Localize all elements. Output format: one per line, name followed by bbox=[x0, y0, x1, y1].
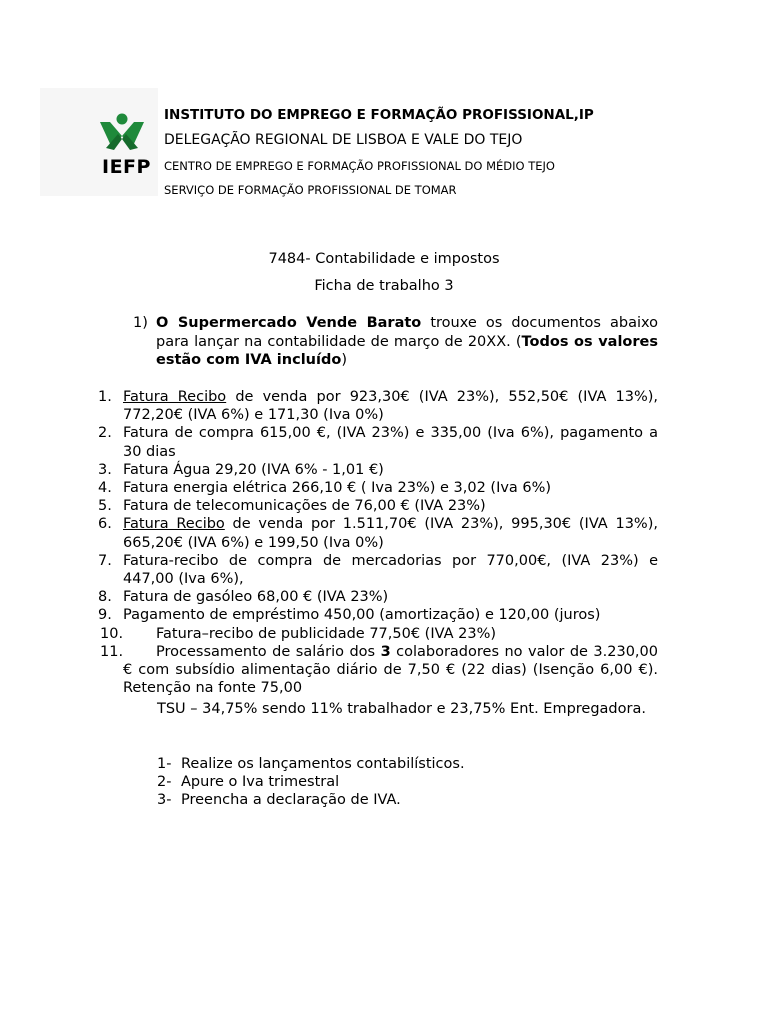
iefp-logo-icon bbox=[96, 112, 148, 152]
list-item: 7. Fatura-recibo de compra de mercadorias por 770,00€, (IVA 23%) e 447,00 (Iva 6%), bbox=[98, 552, 658, 588]
list-item: 2. Fatura de compra 615,00 €, (IVA 23%) e 335,00 (Iva 6%), pagamento a 30 dias bbox=[98, 425, 658, 460]
list-item: 6. Fatura Recibo de venda por 1.511,70€ (IVA 23%), 995,30€ (IVA 13%), 665,20€ (IVA 6%) e 199,50 (Iva 0%) bbox=[98, 516, 658, 551]
employment-center: CENTRO DE EMPREGO E FORMAÇÃO PROFISSIONAL DO MÉDIO TEJO bbox=[164, 159, 555, 173]
task-item: 3- Preencha a declaração de IVA. bbox=[157, 792, 401, 809]
list-item: 8. Fatura de gasóleo 68,00 € (IVA 23%) bbox=[98, 589, 389, 606]
list-item: 5. Fatura de telecomunicações de 76,00 € (IVA 23%) bbox=[98, 498, 486, 515]
vat-note: Todos os valores estão com IVA incluído bbox=[156, 333, 658, 368]
tsu-note: TSU – 34,75% sendo 11% trabalhador e 23,75% Ent. Empregadora. bbox=[157, 701, 646, 717]
list-item: 11. Processamento de salário dos 3 colaboradores no valor de 3.230,00 € com subsídio alimentação diário de 7,50 € (22 dias) (Isenção 6,00 €). Retenção na fonte 75,00 bbox=[100, 643, 658, 697]
list-item: 1. Fatura Recibo de venda por 923,30€ (IVA 23%), 552,50€ (IVA 13%), 772,20€ (IVA 6%) e 171,30 (Iva 0%) bbox=[98, 389, 658, 424]
document-list bbox=[98, 388, 658, 697]
company-name: O Supermercado Vende Barato bbox=[156, 315, 422, 331]
exercise-text: trouxe os documentos abaixo para lançar na contabilidade de março de 20XX. ( bbox=[156, 315, 658, 350]
list-item: 3. Fatura Água 29,20 (IVA 6% - 1,01 €) bbox=[98, 461, 384, 478]
exercise-statement: 1) O Supermercado Vende Barato trouxe os documentos abaixo para lançar na contabilidade de março de 20XX. (Todos os valores estão com IVA incluído) bbox=[133, 315, 658, 368]
logo-text: IEFP bbox=[102, 156, 151, 178]
task-item: 2- Apure o Iva trimestral bbox=[157, 774, 340, 791]
list-item: 9. Pagamento de empréstimo 450,00 (amortização) e 120,00 (juros) bbox=[98, 607, 601, 624]
worksheet-title: Ficha de trabalho 3 bbox=[314, 278, 454, 294]
institute-name: INSTITUTO DO EMPREGO E FORMAÇÃO PROFISSIONAL,IP bbox=[164, 107, 594, 123]
training-service: SERVIÇO DE FORMAÇÃO PROFISSIONAL DE TOMAR bbox=[164, 183, 457, 197]
regional-delegation: DELEGAÇÃO REGIONAL DE LISBOA E VALE DO TEJO bbox=[164, 132, 523, 148]
list-item: 10. Fatura–recibo de publicidade 77,50€ (IVA 23%) bbox=[100, 625, 497, 642]
list-item: 4. Fatura energia elétrica 266,10 € ( Iva 23%) e 3,02 (Iva 6%) bbox=[98, 480, 552, 497]
task-list bbox=[157, 755, 465, 810]
course-title: 7484- Contabilidade e impostos bbox=[268, 251, 500, 267]
task-item: 1- Realize os lançamentos contabilísticos. bbox=[157, 756, 465, 772]
exercise-number: 1) bbox=[133, 315, 148, 331]
